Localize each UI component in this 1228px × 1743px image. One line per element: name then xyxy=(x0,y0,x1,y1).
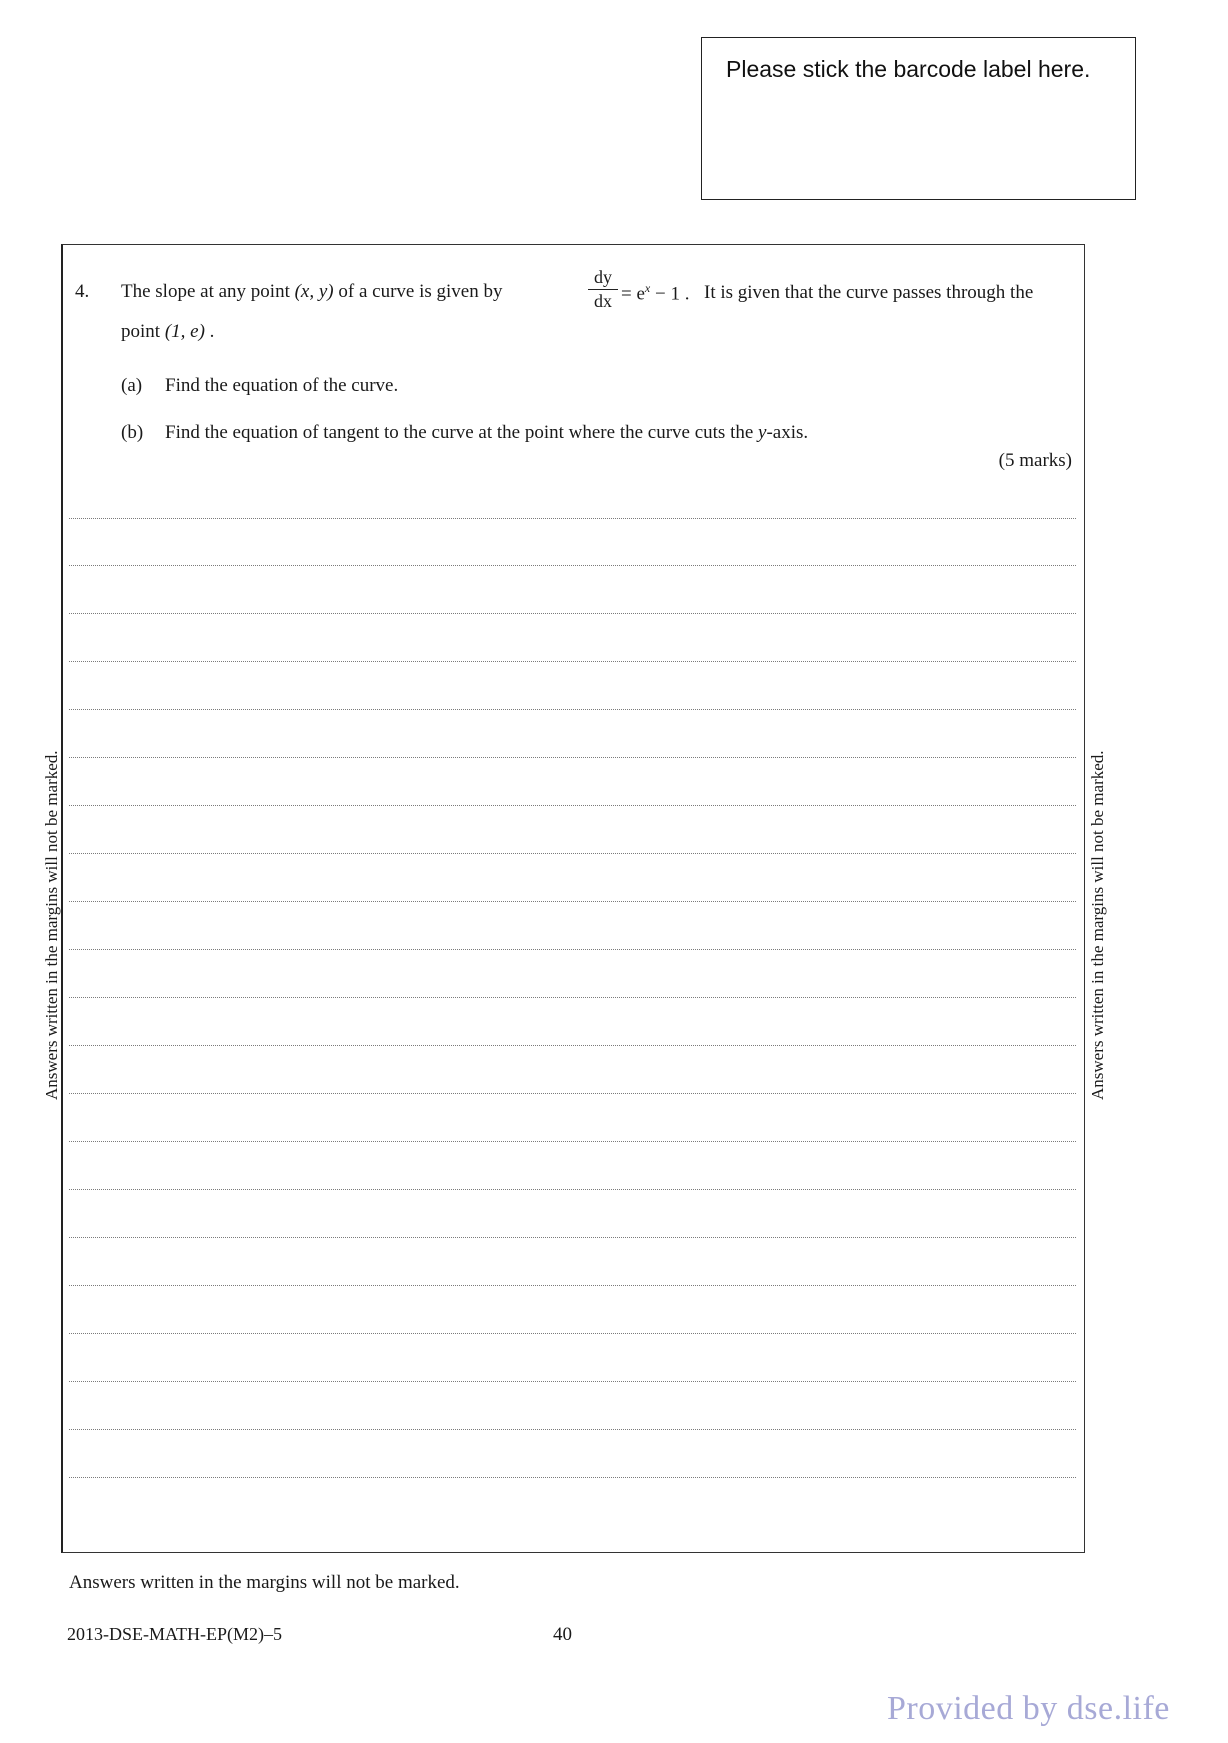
answer-line xyxy=(69,949,1076,950)
answer-line xyxy=(69,853,1076,854)
answer-box xyxy=(61,244,1085,1553)
part-a-label: (a) xyxy=(121,375,143,396)
answer-line xyxy=(69,565,1076,566)
line2-start: point xyxy=(121,321,165,342)
stem-part2: of a curve is given by xyxy=(333,281,503,302)
answer-line xyxy=(69,997,1076,998)
part-a xyxy=(121,375,398,397)
answer-line xyxy=(69,1141,1076,1142)
rhs-tail: − 1 . xyxy=(650,283,690,305)
point-xy: (x, y) xyxy=(294,281,334,302)
page-number: 40 xyxy=(553,1624,572,1645)
paper-code: 2013-DSE-MATH-EP(M2)–5 xyxy=(67,1624,282,1644)
footer-margin-note: Answers written in the margins will not be marked. xyxy=(69,1572,460,1593)
answer-line xyxy=(69,757,1076,758)
question-stem-line1 xyxy=(121,265,1077,309)
rhs-exponent: x xyxy=(644,281,651,295)
line2-end: . xyxy=(204,321,215,342)
stem-part1: The slope at any point xyxy=(121,281,295,302)
derivative-fraction xyxy=(588,265,618,312)
answer-line xyxy=(69,1333,1076,1334)
answer-line xyxy=(69,1189,1076,1190)
provided-by-watermark: Provided by dse.life xyxy=(887,1690,1170,1727)
answer-line xyxy=(69,613,1076,614)
answer-line xyxy=(69,661,1076,662)
part-b-text-before: Find the equation of tangent to the curve at the point where the curve cuts the xyxy=(165,422,759,443)
answer-line xyxy=(69,1237,1076,1238)
answer-line xyxy=(69,1477,1076,1478)
stem-part3: It is given that the curve passes through the xyxy=(704,282,1034,303)
answer-line xyxy=(69,805,1076,806)
answer-line xyxy=(69,1093,1076,1094)
answer-line xyxy=(69,1429,1076,1430)
derivative-numerator: dy xyxy=(588,265,618,290)
left-margin-text: Answers written in the margins will not be marked. xyxy=(42,750,61,1100)
question-stem-line2 xyxy=(121,321,214,343)
barcode-label-box xyxy=(701,37,1136,200)
marks-label: (5 marks) xyxy=(998,450,1072,471)
answer-line xyxy=(69,1381,1076,1382)
barcode-instruction: Please stick the barcode label here. xyxy=(726,56,1091,82)
part-b-var: y xyxy=(758,422,767,443)
question-number: 4. xyxy=(75,281,90,302)
part-a-text: Find the equation of the curve. xyxy=(165,375,399,396)
derivative-rhs xyxy=(621,281,689,305)
part-b-text-after: -axis. xyxy=(766,422,809,443)
point-1e: (1, e) xyxy=(164,321,205,342)
answer-line xyxy=(69,901,1076,902)
part-b xyxy=(121,422,808,444)
part-b-label: (b) xyxy=(121,422,144,443)
answer-line xyxy=(69,1045,1076,1046)
answer-line xyxy=(69,1285,1076,1286)
derivative-denominator: dx xyxy=(594,291,612,311)
answer-line xyxy=(69,709,1076,710)
answer-line xyxy=(69,518,1076,519)
right-margin-text: Answers written in the margins will not be marked. xyxy=(1088,750,1107,1100)
rhs-base: = e xyxy=(621,283,645,305)
question-stem-start xyxy=(121,281,502,303)
